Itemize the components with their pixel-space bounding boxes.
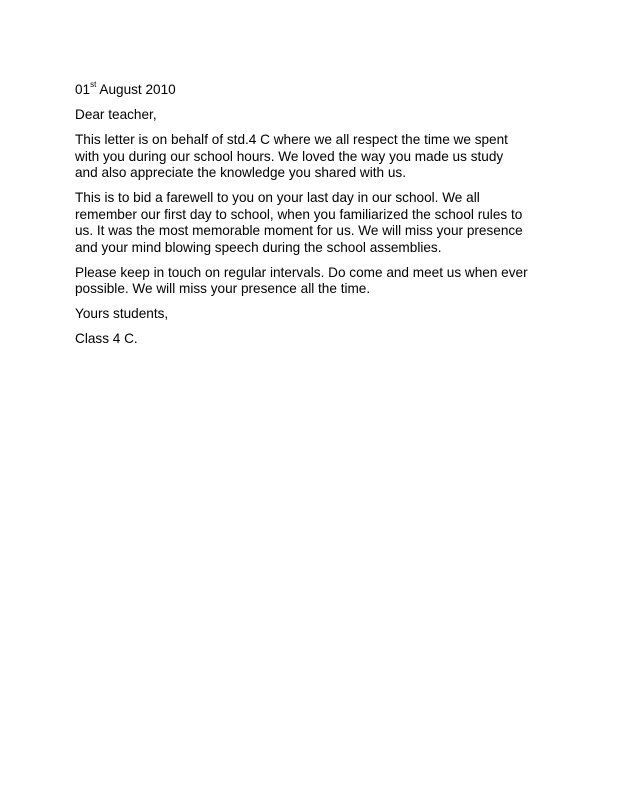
paragraph-line: This letter is on behalf of std.4 C where we all respect the time we spent <box>75 132 508 147</box>
paragraph-line: This is to bid a farewell to you on your last day in our school. We all <box>75 190 480 205</box>
date-day-suffix: st <box>90 80 97 90</box>
closing: Yours students, <box>75 306 169 321</box>
paragraph-line: Please keep in touch on regular intervals. Do come and meet us when ever <box>75 264 528 280</box>
date-month-year: August 2010 <box>96 82 176 97</box>
paragraph-line: and your mind blowing speech during the school assemblies. <box>75 239 442 255</box>
paragraph-line: us. It was the most memorable moment for us. We will miss your presence <box>75 223 523 238</box>
letter-date <box>75 82 575 99</box>
paragraph-line: with you during our school hours. We loved the way you made us study <box>75 148 504 164</box>
paragraph-line: possible. We will miss your presence all the time. <box>75 281 371 296</box>
date-day: 01 <box>75 82 91 97</box>
salutation: Dear teacher, <box>75 107 157 122</box>
paragraph-1 <box>75 132 575 182</box>
paragraph-line: and also appreciate the knowledge you shared with us. <box>75 165 406 180</box>
paragraph-2 <box>75 190 575 256</box>
signature: Class 4 C. <box>75 331 138 346</box>
paragraph-line: remember our first day to school, when you familiarized the school rules to <box>75 206 523 222</box>
letter-body <box>75 82 575 356</box>
paragraph-3 <box>75 265 575 298</box>
